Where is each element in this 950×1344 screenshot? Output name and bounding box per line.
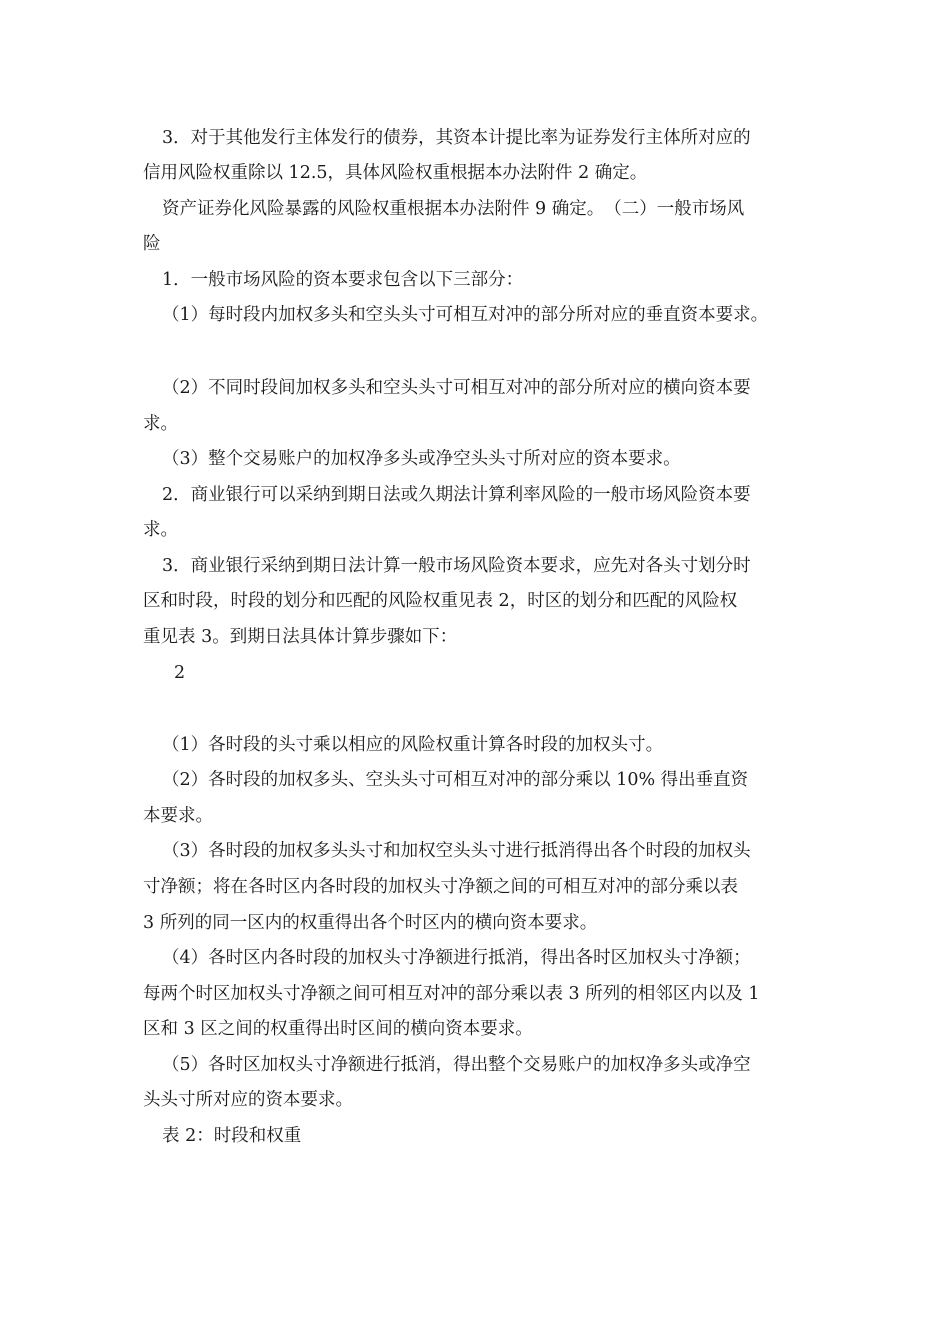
paragraph-line: 2．商业银行可以采纳到期日法或久期法计算利率风险的一般市场风险资本要 [162, 485, 751, 505]
paragraph-line: 区和 3 区之间的权重得出时区间的横向资本要求。 [143, 1019, 533, 1039]
paragraph-line: （4）各时区内各时段的加权头寸净额进行抵消，得出各时区加权头寸净额； [162, 948, 751, 968]
paragraph-line: （2）各时段的加权多头、空头头寸可相互对冲的部分乘以 10% 得出垂直资 [162, 770, 749, 790]
paragraph-line: （2）不同时段间加权多头和空头头寸可相互对冲的部分所对应的横向资本要 [162, 378, 751, 398]
paragraph-line: 求。 [143, 520, 178, 540]
paragraph-line: 每两个时区加权头寸净额之间可相互对冲的部分乘以表 3 所列的相邻区内以及 1 [143, 984, 760, 1004]
paragraph-line: （5）各时区加权头寸净额进行抵消，得出整个交易账户的加权净多头或净空 [162, 1055, 751, 1075]
paragraph-line: 重见表 3。到期日法具体计算步骤如下： [143, 627, 458, 647]
paragraph-line: 3 所列的同一区内的权重得出各个时区内的横向资本要求。 [143, 913, 598, 933]
paragraph-line: （3）各时段的加权多头头寸和加权空头头寸进行抵消得出各个时段的加权头 [162, 841, 751, 861]
paragraph-line: 3．商业银行采纳到期日法计算一般市场风险资本要求，应先对各头寸划分时 [162, 556, 751, 576]
paragraph-line: 信用风险权重除以 12.5，具体风险权重根据本办法附件 2 确定。 [143, 163, 648, 183]
paragraph-line: 险 [143, 234, 161, 254]
page-number: 2 [174, 663, 186, 683]
paragraph-line: （1）每时段内加权多头和空头头寸可相互对冲的部分所对应的垂直资本要求。 [162, 305, 769, 325]
paragraph-line: 寸净额；将在各时区内各时段的加权头寸净额之间的可相互对冲的部分乘以表 [143, 877, 738, 897]
paragraph-line: 资产证券化风险暴露的风险权重根据本办法附件 9 确定。 （二）一般市场风 [162, 199, 745, 219]
paragraph-line: （1）各时段的头寸乘以相应的风险权重计算各时段的加权头寸。 [162, 735, 664, 755]
paragraph-line: 本要求。 [143, 806, 213, 826]
paragraph-line: 求。 [143, 414, 178, 434]
paragraph-line: 1．一般市场风险的资本要求包含以下三部分： [162, 270, 524, 290]
paragraph-line: 区和时段，时段的划分和匹配的风险权重见表 2，时区的划分和匹配的风险权 [143, 591, 738, 611]
paragraph-line: 头头寸所对应的资本要求。 [143, 1090, 353, 1110]
table-caption: 表 2：时段和权重 [162, 1126, 302, 1146]
paragraph-line: 3．对于其他发行主体发行的债券，其资本计提比率为证券发行主体所对应的 [162, 128, 751, 148]
paragraph-line: （3）整个交易账户的加权净多头或净空头头寸所对应的资本要求。 [162, 449, 681, 469]
